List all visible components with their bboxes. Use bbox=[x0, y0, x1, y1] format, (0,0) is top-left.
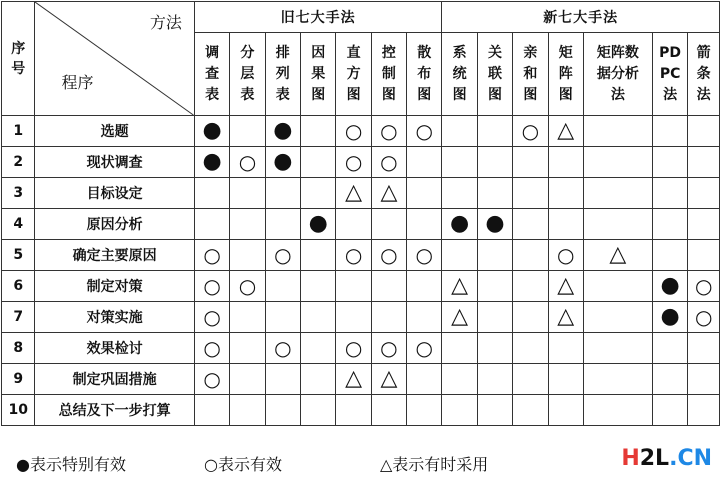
legend-triangle: △表示有时采用 bbox=[380, 455, 489, 474]
mark-cell bbox=[371, 116, 406, 147]
mark-cell bbox=[652, 116, 688, 147]
table-body bbox=[2, 116, 720, 426]
row-number: 7 bbox=[2, 302, 35, 333]
mark-cell bbox=[301, 147, 336, 178]
mark-cell bbox=[230, 364, 265, 395]
method-header-label: 关 联 图 bbox=[488, 44, 502, 103]
mark-cell bbox=[442, 178, 477, 209]
table-row bbox=[2, 116, 720, 147]
open-circle-mark: ○ bbox=[344, 118, 363, 143]
mark-cell bbox=[548, 116, 583, 147]
mark-cell bbox=[371, 333, 406, 364]
mark-cell bbox=[442, 209, 477, 240]
mark-cell bbox=[371, 147, 406, 178]
mark-cell bbox=[407, 364, 442, 395]
triangle-mark: △ bbox=[451, 273, 469, 298]
open-circle-mark: ○ bbox=[344, 149, 363, 174]
mark-cell bbox=[652, 209, 688, 240]
mark-cell bbox=[513, 209, 548, 240]
mark-cell bbox=[301, 209, 336, 240]
table-row bbox=[2, 364, 720, 395]
mark-cell bbox=[194, 116, 229, 147]
row-number: 8 bbox=[2, 333, 35, 364]
row-number: 10 bbox=[2, 395, 35, 426]
mark-cell bbox=[336, 333, 371, 364]
procedure-step: 现状调查 bbox=[35, 147, 194, 178]
mark-cell bbox=[548, 209, 583, 240]
method-header-13 bbox=[652, 33, 688, 116]
mark-cell bbox=[583, 147, 652, 178]
mark-cell bbox=[442, 240, 477, 271]
mark-cell bbox=[688, 240, 720, 271]
mark-cell bbox=[371, 240, 406, 271]
mark-cell bbox=[194, 333, 229, 364]
mark-cell bbox=[265, 147, 300, 178]
mark-cell bbox=[407, 240, 442, 271]
mark-cell bbox=[688, 209, 720, 240]
filled-circle-mark: ● bbox=[660, 304, 680, 329]
mark-cell bbox=[583, 178, 652, 209]
method-header-label: 亲 和 图 bbox=[523, 44, 538, 103]
mark-cell bbox=[548, 302, 583, 333]
mark-cell bbox=[477, 178, 512, 209]
table-row bbox=[2, 271, 720, 302]
logo-dot: . bbox=[669, 446, 678, 471]
mark-cell bbox=[548, 395, 583, 426]
mark-cell bbox=[336, 178, 371, 209]
row-number: 1 bbox=[2, 116, 35, 147]
mark-cell bbox=[336, 240, 371, 271]
method-header-14 bbox=[688, 33, 720, 116]
open-circle-mark: ○ bbox=[380, 242, 398, 267]
mark-cell bbox=[371, 209, 406, 240]
mark-cell bbox=[301, 395, 336, 426]
mark-cell bbox=[583, 240, 652, 271]
mark-cell bbox=[407, 147, 442, 178]
mark-cell bbox=[548, 178, 583, 209]
filled-circle-mark: ● bbox=[273, 118, 293, 143]
mark-cell bbox=[301, 333, 336, 364]
new-seven-tools-header: 新七大手法 bbox=[442, 2, 720, 33]
seq-header-label: 序 号 bbox=[11, 40, 26, 77]
mark-cell bbox=[548, 240, 583, 271]
row-number: 5 bbox=[2, 240, 35, 271]
mark-cell bbox=[301, 178, 336, 209]
method-header-label: 排 列 表 bbox=[275, 44, 290, 103]
open-circle-mark: ○ bbox=[274, 335, 292, 360]
mark-cell bbox=[583, 209, 652, 240]
method-axis-label: 方法 bbox=[149, 13, 182, 32]
mark-cell bbox=[477, 333, 512, 364]
mark-cell bbox=[513, 271, 548, 302]
mark-cell bbox=[336, 364, 371, 395]
procedure-step: 对策实施 bbox=[35, 302, 194, 333]
mark-cell bbox=[548, 333, 583, 364]
triangle-mark: △ bbox=[345, 366, 363, 391]
procedure-step: 效果检讨 bbox=[35, 333, 194, 364]
open-circle-mark: ○ bbox=[415, 335, 433, 360]
mark-cell bbox=[265, 333, 300, 364]
h2l-logo bbox=[621, 446, 712, 471]
mark-cell bbox=[194, 147, 229, 178]
open-circle-mark: ○ bbox=[694, 273, 713, 298]
mark-cell bbox=[688, 178, 720, 209]
mark-cell bbox=[583, 364, 652, 395]
logo-h: H bbox=[621, 446, 640, 471]
mark-cell bbox=[583, 302, 652, 333]
old-seven-tools-header: 旧七大手法 bbox=[194, 2, 442, 33]
mark-cell bbox=[513, 395, 548, 426]
mark-cell bbox=[371, 271, 406, 302]
mark-cell bbox=[265, 271, 300, 302]
mark-cell bbox=[336, 116, 371, 147]
mark-cell bbox=[230, 395, 265, 426]
mark-cell bbox=[442, 364, 477, 395]
procedure-step: 原因分析 bbox=[35, 209, 194, 240]
open-circle-mark: ○ bbox=[203, 273, 221, 298]
legend-open: ○表示有效 bbox=[204, 455, 282, 474]
method-header-label: 因 果 图 bbox=[311, 44, 326, 103]
method-header-7 bbox=[407, 33, 442, 116]
mark-cell bbox=[371, 364, 406, 395]
mark-cell bbox=[230, 271, 265, 302]
mark-cell bbox=[513, 147, 548, 178]
mark-cell bbox=[265, 240, 300, 271]
open-circle-mark: ○ bbox=[556, 242, 575, 267]
mark-cell bbox=[477, 271, 512, 302]
mark-cell bbox=[301, 364, 336, 395]
mark-cell bbox=[194, 364, 229, 395]
method-header-label: 箭 条 法 bbox=[696, 44, 711, 103]
open-circle-mark: ○ bbox=[203, 335, 221, 360]
mark-cell bbox=[194, 302, 229, 333]
mark-cell bbox=[688, 147, 720, 178]
mark-cell bbox=[230, 302, 265, 333]
mark-cell bbox=[336, 395, 371, 426]
mark-cell bbox=[301, 116, 336, 147]
open-circle-mark: ○ bbox=[274, 242, 292, 267]
mark-cell bbox=[407, 209, 442, 240]
mark-cell bbox=[336, 147, 371, 178]
mark-cell bbox=[513, 116, 548, 147]
mark-cell bbox=[194, 271, 229, 302]
open-circle-mark: ○ bbox=[380, 118, 398, 143]
mark-cell bbox=[583, 116, 652, 147]
open-circle-mark: ○ bbox=[694, 304, 713, 329]
open-circle-mark: ○ bbox=[344, 242, 363, 267]
mark-cell bbox=[442, 147, 477, 178]
method-header-label: 矩阵数 据分析 法 bbox=[596, 44, 639, 103]
triangle-mark: △ bbox=[380, 366, 398, 391]
mark-cell bbox=[652, 333, 688, 364]
method-header-1 bbox=[194, 33, 229, 116]
mark-cell bbox=[371, 395, 406, 426]
table-row bbox=[2, 395, 720, 426]
open-circle-mark: ○ bbox=[238, 273, 257, 298]
mark-cell bbox=[477, 147, 512, 178]
mark-cell bbox=[548, 271, 583, 302]
mark-cell bbox=[477, 395, 512, 426]
open-circle-mark: ○ bbox=[380, 149, 398, 174]
mark-cell bbox=[688, 116, 720, 147]
seq-header bbox=[2, 2, 35, 116]
mark-cell bbox=[265, 116, 300, 147]
methods-table bbox=[1, 1, 720, 426]
mark-cell bbox=[301, 240, 336, 271]
mark-cell bbox=[265, 302, 300, 333]
mark-cell bbox=[513, 364, 548, 395]
mark-cell bbox=[407, 178, 442, 209]
mark-cell bbox=[652, 302, 688, 333]
mark-cell bbox=[336, 271, 371, 302]
method-header-label: 散 布 图 bbox=[417, 44, 432, 103]
open-circle-mark: ○ bbox=[238, 149, 257, 174]
row-number: 4 bbox=[2, 209, 35, 240]
filled-circle-mark: ● bbox=[308, 211, 328, 236]
logo-rest: 2L bbox=[639, 446, 670, 471]
mark-cell bbox=[548, 364, 583, 395]
method-header-12 bbox=[583, 33, 652, 116]
procedure-step: 确定主要原因 bbox=[35, 240, 194, 271]
filled-circle-mark: ● bbox=[202, 118, 222, 143]
triangle-mark: △ bbox=[451, 304, 469, 329]
mark-cell bbox=[477, 116, 512, 147]
open-circle-mark: ○ bbox=[203, 242, 221, 267]
triangle-mark: △ bbox=[345, 180, 363, 205]
mark-cell bbox=[548, 147, 583, 178]
method-header-8 bbox=[442, 33, 477, 116]
mark-cell bbox=[477, 209, 512, 240]
mark-cell bbox=[230, 116, 265, 147]
mark-cell bbox=[371, 178, 406, 209]
triangle-mark: △ bbox=[609, 242, 627, 267]
mark-cell bbox=[194, 178, 229, 209]
mark-cell bbox=[688, 271, 720, 302]
mark-cell bbox=[407, 271, 442, 302]
mark-cell bbox=[652, 240, 688, 271]
procedure-step: 制定巩固措施 bbox=[35, 364, 194, 395]
mark-cell bbox=[513, 240, 548, 271]
mark-cell bbox=[688, 395, 720, 426]
table-row bbox=[2, 333, 720, 364]
mark-cell bbox=[688, 333, 720, 364]
method-header-4 bbox=[301, 33, 336, 116]
mark-cell bbox=[407, 333, 442, 364]
table-row bbox=[2, 209, 720, 240]
table-row bbox=[2, 302, 720, 333]
mark-cell bbox=[265, 364, 300, 395]
mark-cell bbox=[230, 209, 265, 240]
mark-cell bbox=[652, 364, 688, 395]
triangle-mark: △ bbox=[557, 118, 575, 143]
method-header-6 bbox=[371, 33, 406, 116]
open-circle-mark: ○ bbox=[344, 335, 363, 360]
procedure-step: 选题 bbox=[35, 116, 194, 147]
mark-cell bbox=[230, 178, 265, 209]
method-header-10 bbox=[513, 33, 548, 116]
method-header-label: 调 查 表 bbox=[205, 44, 220, 103]
filled-circle-mark: ● bbox=[273, 149, 293, 174]
method-header-label: PD PC 法 bbox=[659, 44, 682, 103]
open-circle-mark: ○ bbox=[203, 366, 221, 391]
open-circle-mark: ○ bbox=[521, 118, 540, 143]
mark-cell bbox=[265, 395, 300, 426]
method-header-label: 控 制 图 bbox=[381, 44, 396, 103]
mark-cell bbox=[442, 302, 477, 333]
method-header-label: 矩 阵 图 bbox=[558, 44, 573, 103]
mark-cell bbox=[194, 209, 229, 240]
mark-cell bbox=[652, 147, 688, 178]
triangle-mark: △ bbox=[557, 304, 575, 329]
procedure-axis-label: 程序 bbox=[61, 73, 94, 92]
table-row bbox=[2, 178, 720, 209]
method-header-label: 直 方 图 bbox=[346, 44, 361, 103]
mark-cell bbox=[442, 333, 477, 364]
mark-cell bbox=[230, 333, 265, 364]
method-header-9 bbox=[477, 33, 512, 116]
mark-cell bbox=[442, 116, 477, 147]
triangle-mark: △ bbox=[380, 180, 398, 205]
table-row bbox=[2, 147, 720, 178]
mark-cell bbox=[194, 240, 229, 271]
mark-cell bbox=[513, 302, 548, 333]
row-number: 6 bbox=[2, 271, 35, 302]
mark-cell bbox=[230, 240, 265, 271]
procedure-step: 制定对策 bbox=[35, 271, 194, 302]
row-number: 9 bbox=[2, 364, 35, 395]
mark-cell bbox=[477, 302, 512, 333]
procedure-step: 总结及下一步打算 bbox=[35, 395, 194, 426]
filled-circle-mark: ● bbox=[202, 149, 222, 174]
method-header-3 bbox=[265, 33, 300, 116]
mark-cell bbox=[688, 364, 720, 395]
mark-cell bbox=[583, 271, 652, 302]
method-header-11 bbox=[548, 33, 583, 116]
logo-cn: CN bbox=[677, 446, 712, 471]
mark-cell bbox=[407, 116, 442, 147]
method-header-2 bbox=[230, 33, 265, 116]
filled-circle-mark: ● bbox=[660, 273, 680, 298]
mark-cell bbox=[371, 302, 406, 333]
corner-header bbox=[35, 2, 194, 116]
open-circle-mark: ○ bbox=[380, 335, 398, 360]
mark-cell bbox=[513, 333, 548, 364]
mark-cell bbox=[652, 178, 688, 209]
method-header-label: 分 层 表 bbox=[240, 44, 255, 103]
legend-filled: ●表示特别有效 bbox=[16, 455, 126, 474]
mark-cell bbox=[442, 395, 477, 426]
mark-cell bbox=[336, 302, 371, 333]
procedure-step: 目标设定 bbox=[35, 178, 194, 209]
mark-cell bbox=[477, 240, 512, 271]
mark-cell bbox=[194, 395, 229, 426]
filled-circle-mark: ● bbox=[449, 211, 470, 236]
filled-circle-mark: ● bbox=[485, 211, 505, 236]
table-row bbox=[2, 240, 720, 271]
row-number: 2 bbox=[2, 147, 35, 178]
mark-cell bbox=[583, 333, 652, 364]
open-circle-mark: ○ bbox=[203, 304, 221, 329]
mark-cell bbox=[652, 271, 688, 302]
mark-cell bbox=[265, 209, 300, 240]
method-header-label: 系 统 图 bbox=[452, 44, 467, 103]
mark-cell bbox=[336, 209, 371, 240]
mark-cell bbox=[301, 302, 336, 333]
triangle-mark: △ bbox=[557, 273, 575, 298]
method-header-5 bbox=[336, 33, 371, 116]
row-number: 3 bbox=[2, 178, 35, 209]
mark-cell bbox=[442, 271, 477, 302]
mark-cell bbox=[583, 395, 652, 426]
mark-cell bbox=[230, 147, 265, 178]
mark-cell bbox=[652, 395, 688, 426]
mark-cell bbox=[407, 395, 442, 426]
mark-cell bbox=[301, 271, 336, 302]
mark-cell bbox=[688, 302, 720, 333]
mark-cell bbox=[513, 178, 548, 209]
mark-cell bbox=[477, 364, 512, 395]
mark-cell bbox=[407, 302, 442, 333]
open-circle-mark: ○ bbox=[415, 118, 433, 143]
open-circle-mark: ○ bbox=[415, 242, 433, 267]
mark-cell bbox=[265, 178, 300, 209]
